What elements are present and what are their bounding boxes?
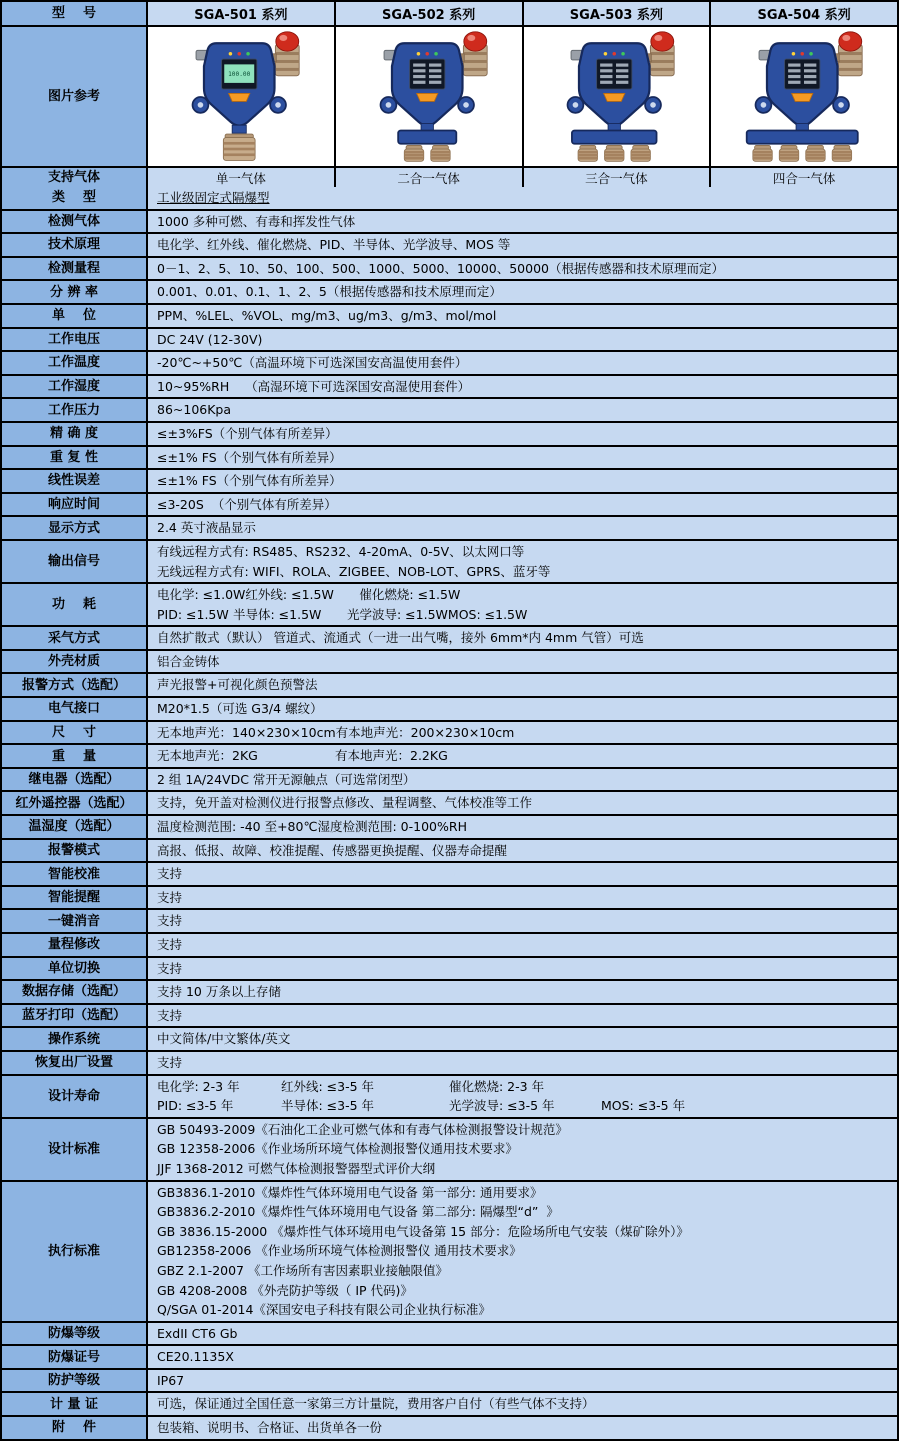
product-image-cell-sga-501 xyxy=(148,27,336,166)
spec-row-value xyxy=(148,1052,897,1074)
spec-row-label: 工作温度 xyxy=(2,352,148,374)
spec-line: 铝合金铸体 xyxy=(157,653,220,669)
spec-row xyxy=(2,790,897,814)
spec-line: GB3836.1-2010《爆炸性气体环境用电气设备 第一部分: 通用要求》 xyxy=(157,1184,543,1200)
manifold-block xyxy=(747,130,858,143)
product-image-cell-sga-503 xyxy=(524,27,712,166)
spec-line xyxy=(157,723,891,743)
spec-line: GBZ 2.1-2007 《工作场所有害因素职业接触限值》 xyxy=(157,1262,448,1278)
spec-line: 声光报警+可视化颜色预警法 xyxy=(157,677,318,693)
spec-row xyxy=(2,492,897,516)
spec-line xyxy=(157,1096,891,1116)
spec-row xyxy=(2,672,897,696)
spec-row xyxy=(2,767,897,791)
spec-segment: 无本地声光：2KG xyxy=(157,748,258,764)
spec-row xyxy=(2,209,897,233)
spec-row-label: 采气方式 xyxy=(2,627,148,649)
spec-row-label: 设计标准 xyxy=(2,1119,148,1180)
spec-segment: PID: ≤1.5W xyxy=(157,606,229,622)
spec-line: CE20.1135X xyxy=(157,1349,234,1365)
spec-line xyxy=(157,605,891,625)
spec-row-label: 类 型 xyxy=(2,187,148,209)
spec-segment: 红外线: ≤3-5 年 xyxy=(281,1078,375,1094)
spec-row xyxy=(2,445,897,469)
spec-line: IP67 xyxy=(157,1372,185,1388)
spec-row-label: 线性误差 xyxy=(2,470,148,492)
spec-row xyxy=(2,1026,897,1050)
spec-line: 中文简体/中文繁体/英文 xyxy=(157,1031,291,1047)
spec-line: 支持 xyxy=(157,1007,183,1023)
spec-segment: 半导体: ≤3-5 年 xyxy=(281,1098,375,1114)
spec-line: ≤±1% FS（个别气体有所差异） xyxy=(157,449,342,465)
spec-row xyxy=(2,1074,897,1117)
spec-segment: 无本地声光：140×230×10cm xyxy=(157,724,336,740)
spec-line xyxy=(157,746,891,766)
spec-segment: 有本地声光：2.2KG xyxy=(335,748,448,764)
spec-row xyxy=(2,885,897,909)
row-label-image-reference: 图片参考 xyxy=(2,27,148,166)
spec-row xyxy=(2,1368,897,1392)
product-image-columns xyxy=(148,27,897,166)
spec-line: DC 24V (12-30V) xyxy=(157,331,263,347)
spec-line: 支持 xyxy=(157,1054,183,1070)
spec-row-value xyxy=(148,1346,897,1368)
sensor-cylinder-icon xyxy=(605,145,624,161)
spec-line xyxy=(157,585,891,605)
spec-row-value xyxy=(148,674,897,696)
spec-row-value xyxy=(148,1005,897,1027)
device-button-icon xyxy=(229,93,250,101)
spec-row-value xyxy=(148,305,897,327)
spec-row xyxy=(2,187,897,209)
spec-row-value xyxy=(148,887,897,909)
supported-gas-value-3: 三合一气体 xyxy=(524,168,712,187)
sensor-cylinder-icon xyxy=(806,145,825,161)
device-button-icon xyxy=(604,93,625,101)
spec-row-value xyxy=(148,541,897,582)
supported-gas-columns xyxy=(148,168,897,187)
spec-row xyxy=(2,1344,897,1368)
spec-row xyxy=(2,720,897,744)
spec-row-value xyxy=(148,423,897,445)
spec-row-label: 继电器（选配） xyxy=(2,769,148,791)
spec-row xyxy=(2,539,897,582)
model-header-4: SGA-504 系列 xyxy=(711,2,897,25)
spec-line: 1000 多种可燃、有毒和挥发性气体 xyxy=(157,213,356,229)
spec-row-value xyxy=(148,234,897,256)
spec-row-value xyxy=(148,958,897,980)
spec-row-value xyxy=(148,376,897,398)
sensor-cylinder-icon xyxy=(223,134,255,160)
spec-row-value xyxy=(148,722,897,744)
spec-row-value xyxy=(148,1028,897,1050)
spec-row xyxy=(2,327,897,351)
product-image-cell-sga-502 xyxy=(336,27,524,166)
device-button-icon xyxy=(792,93,813,101)
spec-row-value xyxy=(148,863,897,885)
spec-row xyxy=(2,256,897,280)
spec-row xyxy=(2,515,897,539)
spec-line: 支持 xyxy=(157,937,183,952)
spec-segment: 红外线: ≤1.5W xyxy=(245,587,334,603)
supported-gas-value-2: 二合一气体 xyxy=(336,168,524,187)
row-label-model: 型 号 xyxy=(2,2,148,25)
spec-row-value xyxy=(148,910,897,932)
spec-row-label: 电气接口 xyxy=(2,698,148,720)
spec-row-value xyxy=(148,258,897,280)
spec-row-label: 检测气体 xyxy=(2,211,148,233)
spec-row-label: 输出信号 xyxy=(2,541,148,582)
spec-row xyxy=(2,743,897,767)
spec-row-value xyxy=(148,470,897,492)
spec-row-label: 红外遥控器（选配） xyxy=(2,792,148,814)
spec-segment: 光学波导: ≤3-5 年 xyxy=(449,1098,555,1114)
spec-row xyxy=(2,979,897,1003)
spec-line: ≤3-20S （个别气体有所差异） xyxy=(157,496,337,512)
spec-row-value xyxy=(148,1182,897,1321)
spec-row xyxy=(2,468,897,492)
spec-row xyxy=(2,838,897,862)
spec-line: 支持 xyxy=(157,960,183,976)
spec-segment: 光学波导: ≤1.5W xyxy=(347,606,448,622)
spec-row-value xyxy=(148,329,897,351)
spec-line: 2.4 英寸液晶显示 xyxy=(157,520,256,536)
spec-row-value xyxy=(148,1370,897,1392)
spec-row-label: 技术原理 xyxy=(2,234,148,256)
spec-row-label: 温湿度（选配） xyxy=(2,816,148,838)
spec-row-label: 防爆等级 xyxy=(2,1323,148,1345)
spec-row-label: 单位切换 xyxy=(2,958,148,980)
spec-line: M20*1.5（可选 G3/4 螺纹） xyxy=(157,701,323,717)
spec-line xyxy=(157,817,891,837)
spec-row-value xyxy=(148,281,897,303)
model-header-row xyxy=(2,2,897,25)
spec-segment: PID: ≤3-5 年 xyxy=(157,1098,234,1114)
spec-row-label: 一键消音 xyxy=(2,910,148,932)
product-image-cell-sga-504 xyxy=(711,27,897,166)
spec-row-value xyxy=(148,651,897,673)
spec-line: ExdII CT6 Gb xyxy=(157,1325,238,1341)
spec-line: GB12358-2006 《作业场所环境气体检测报警仪 通用技术要求》 xyxy=(157,1243,522,1259)
spec-row-value xyxy=(148,981,897,1003)
spec-row-label: 防爆证号 xyxy=(2,1346,148,1368)
row-label-supported-gas: 支持气体 xyxy=(2,168,148,187)
spec-row-label: 外壳材质 xyxy=(2,651,148,673)
spec-row xyxy=(2,625,897,649)
spec-row xyxy=(2,1321,897,1345)
spec-line: ≤±3%FS（个别气体有所差异） xyxy=(157,425,338,441)
spec-row-label: 显示方式 xyxy=(2,517,148,539)
spec-row-value xyxy=(148,494,897,516)
spec-row xyxy=(2,1003,897,1027)
spec-row xyxy=(2,279,897,303)
spec-row xyxy=(2,421,897,445)
spec-line: 工业级固定式隔爆型 xyxy=(157,190,270,205)
spec-row-label: 工作湿度 xyxy=(2,376,148,398)
spec-line: 可选，保证通过全国任意一家第三方计量院，费用客户自付（有些气体不支持） xyxy=(157,1396,595,1412)
product-image-sga-502 xyxy=(345,30,513,164)
spec-line: Q/SGA 01-2014《深国安电子科技有限公司企业执行标准》 xyxy=(157,1302,491,1318)
spec-row xyxy=(2,1415,897,1439)
spec-segment: 催化燃烧: ≤1.5W xyxy=(359,587,461,603)
spec-line: ≤±1% FS（个别气体有所差异） xyxy=(157,473,342,489)
supported-gas-value-4: 四合一气体 xyxy=(711,168,897,187)
product-image-sga-504 xyxy=(720,30,888,164)
spec-line: 支持 xyxy=(157,913,183,929)
spec-segment: MOS: ≤1.5W xyxy=(447,606,528,622)
spec-row xyxy=(2,582,897,625)
spec-line: 支持 10 万条以上存储 xyxy=(157,984,281,1000)
spec-row xyxy=(2,956,897,980)
spec-segment: 电化学: 2-3 年 xyxy=(157,1078,240,1094)
spec-row-value xyxy=(148,399,897,421)
spec-line: 包装箱、说明书、合格证、出货单各一份 xyxy=(157,1420,383,1436)
spec-row-label: 报警模式 xyxy=(2,840,148,862)
spec-line xyxy=(157,1077,891,1097)
spec-row-value xyxy=(148,840,897,862)
spec-row-label: 操作系统 xyxy=(2,1028,148,1050)
spec-segment: MOS: ≤3-5 年 xyxy=(601,1098,686,1114)
spec-row-value xyxy=(148,769,897,791)
model-header-3: SGA-503 系列 xyxy=(524,2,712,25)
model-header-2: SGA-502 系列 xyxy=(336,2,524,25)
manifold-block xyxy=(398,130,456,143)
spec-row-label: 报警方式（选配） xyxy=(2,674,148,696)
spec-line: 0－1、2、5、10、50、100、500、1000、5000、10000、50000（根据传感器和技术原理而定） xyxy=(157,260,724,276)
sensor-cylinder-icon xyxy=(631,145,650,161)
spec-row xyxy=(2,303,897,327)
spec-row xyxy=(2,814,897,838)
device-button-icon xyxy=(416,93,437,101)
sensor-cylinder-icon xyxy=(430,145,449,161)
spec-rows-container xyxy=(2,187,897,1439)
supported-gas-value-1: 单一气体 xyxy=(148,168,336,187)
spec-line: 支持 xyxy=(157,866,183,882)
spec-row xyxy=(2,1391,897,1415)
spec-row-value xyxy=(148,517,897,539)
product-image-sga-501 xyxy=(157,30,325,164)
spec-row-value xyxy=(148,447,897,469)
spec-row-label: 尺 寸 xyxy=(2,722,148,744)
spec-line: -20℃~+50℃（高温环境下可选深国安高温使用套件） xyxy=(157,355,468,371)
spec-row xyxy=(2,649,897,673)
spec-line: 高报、低报、故障、校准提醒、传感器更换提醒、仪器寿命提醒 xyxy=(157,842,508,858)
product-image-sga-503 xyxy=(532,30,700,164)
spec-row-value xyxy=(148,792,897,814)
spec-row-value xyxy=(148,187,897,209)
spec-line: 支持 xyxy=(157,889,183,905)
spec-segment: 湿度检测范围: 0-100%RH xyxy=(317,819,467,835)
spec-row-label: 重 复 性 xyxy=(2,447,148,469)
spec-row-label: 工作压力 xyxy=(2,399,148,421)
spec-line: 0.001、0.01、0.1、1、2、5（根据传感器和技术原理而定） xyxy=(157,284,502,300)
spec-row-label: 恢复出厂设置 xyxy=(2,1052,148,1074)
spec-row xyxy=(2,350,897,374)
spec-segment: 温度检测范围: -40 至+80℃ xyxy=(157,819,318,835)
spec-row-label: 防护等级 xyxy=(2,1370,148,1392)
spec-line: JJF 1368-2012 可燃气体检测报警器型式评价大纲 xyxy=(157,1160,436,1176)
spec-row-value xyxy=(148,584,897,625)
spec-row-value xyxy=(148,698,897,720)
spec-row xyxy=(2,374,897,398)
spec-row-label: 功 耗 xyxy=(2,584,148,625)
spec-line: PPM、%LEL、%VOL、mg/m3、ug/m3、g/m3、mol/mol xyxy=(157,307,497,323)
spec-row-label: 检测量程 xyxy=(2,258,148,280)
spec-row-label: 量程修改 xyxy=(2,934,148,956)
spec-row-value xyxy=(148,1393,897,1415)
spec-line: 有线远程方式有: RS485、RS232、4-20mA、0-5V、以太网口等 xyxy=(157,543,525,559)
spec-row-value xyxy=(148,1076,897,1117)
model-header-columns xyxy=(148,2,897,25)
spec-line: 2 组 1A/24VDC 常开无源触点（可选常闭型） xyxy=(157,771,416,787)
spec-row-label: 工作电压 xyxy=(2,329,148,351)
spec-row xyxy=(2,397,897,421)
spec-line: 10~95%RH （高湿环境下可选深国安高湿使用套件） xyxy=(157,378,471,394)
spec-row-label: 数据存储（选配） xyxy=(2,981,148,1003)
spec-line: 自然扩散式（默认） 管道式、流通式（一进一出气嘴，接外 6mm*内 4mm 气管）可选 xyxy=(157,630,644,646)
spec-row xyxy=(2,696,897,720)
spec-row-label: 单 位 xyxy=(2,305,148,327)
spec-row-label: 智能校准 xyxy=(2,863,148,885)
spec-row-label: 附 件 xyxy=(2,1417,148,1439)
spec-row-label: 重 量 xyxy=(2,745,148,767)
spec-row-value xyxy=(148,934,897,956)
supported-gas-row xyxy=(2,166,897,187)
spec-line: GB 3836.15-2000 《爆炸性气体环境用电气设备第 15 部分：危险场所电气安装（煤矿除外）》 xyxy=(157,1223,689,1239)
model-header-1: SGA-501 系列 xyxy=(148,2,336,25)
spec-row-label: 蓝牙打印（选配） xyxy=(2,1005,148,1027)
spec-row xyxy=(2,1180,897,1321)
spec-row-value xyxy=(148,211,897,233)
spec-segment: 有本地声光：200×230×10cm xyxy=(335,724,515,740)
spec-row xyxy=(2,932,897,956)
sensor-cylinder-icon xyxy=(753,145,772,161)
spec-segment: 半导体: ≤1.5W xyxy=(233,606,322,622)
spec-line: 86~106Kpa xyxy=(157,402,232,418)
spec-row-value xyxy=(148,1119,897,1180)
spec-row xyxy=(2,861,897,885)
spec-line: 支持，免开盖对检测仪进行报警点修改、量程调整、气体校准等工作 xyxy=(157,795,533,811)
sensor-cylinder-icon xyxy=(578,145,597,161)
spec-row-label: 设计寿命 xyxy=(2,1076,148,1117)
spec-line: 电化学、红外线、催化燃烧、PID、半导体、光学波导、MOS 等 xyxy=(157,237,511,253)
spec-row-label: 响应时间 xyxy=(2,494,148,516)
spec-line: GB3836.2-2010《爆炸性气体环境用电气设备 第二部分: 隔爆型“d” 》 xyxy=(157,1204,559,1220)
spec-row-value xyxy=(148,1417,897,1439)
spec-segment: 电化学: ≤1.0W xyxy=(157,587,246,603)
sensor-cylinder-icon xyxy=(779,145,798,161)
spec-row xyxy=(2,908,897,932)
spec-row-value xyxy=(148,1323,897,1345)
manifold-block xyxy=(572,130,657,143)
spec-row-label: 计 量 证 xyxy=(2,1393,148,1415)
sensor-cylinder-icon xyxy=(832,145,851,161)
spec-row-value xyxy=(148,352,897,374)
image-row xyxy=(2,25,897,166)
spec-line: GB 4208-2008 《外壳防护等级（ IP 代码)》 xyxy=(157,1282,413,1298)
screen-reading: 100.00 xyxy=(227,70,251,78)
spec-row xyxy=(2,232,897,256)
spec-row-value xyxy=(148,627,897,649)
spec-row-label: 精 确 度 xyxy=(2,423,148,445)
spec-line: GB 50493-2009《石油化工企业可燃气体和有毒气体检测报警设计规范》 xyxy=(157,1121,568,1137)
spec-row-label: 执行标准 xyxy=(2,1182,148,1321)
spec-row-label: 分 辨 率 xyxy=(2,281,148,303)
spec-line: GB 12358-2006《作业场所环境气体检测报警仪通用技术要求》 xyxy=(157,1141,518,1157)
spec-segment: 催化燃烧: 2-3 年 xyxy=(449,1078,545,1094)
spec-row-label: 智能提醒 xyxy=(2,887,148,909)
spec-row-value xyxy=(148,816,897,838)
spec-row xyxy=(2,1117,897,1180)
spec-row xyxy=(2,1050,897,1074)
spec-row-value xyxy=(148,745,897,767)
spec-line: 无线远程方式有: WIFI、ROLA、ZIGBEE、NOB-LOT、GPRS、蓝牙等 xyxy=(157,563,551,579)
sensor-cylinder-icon xyxy=(404,145,423,161)
